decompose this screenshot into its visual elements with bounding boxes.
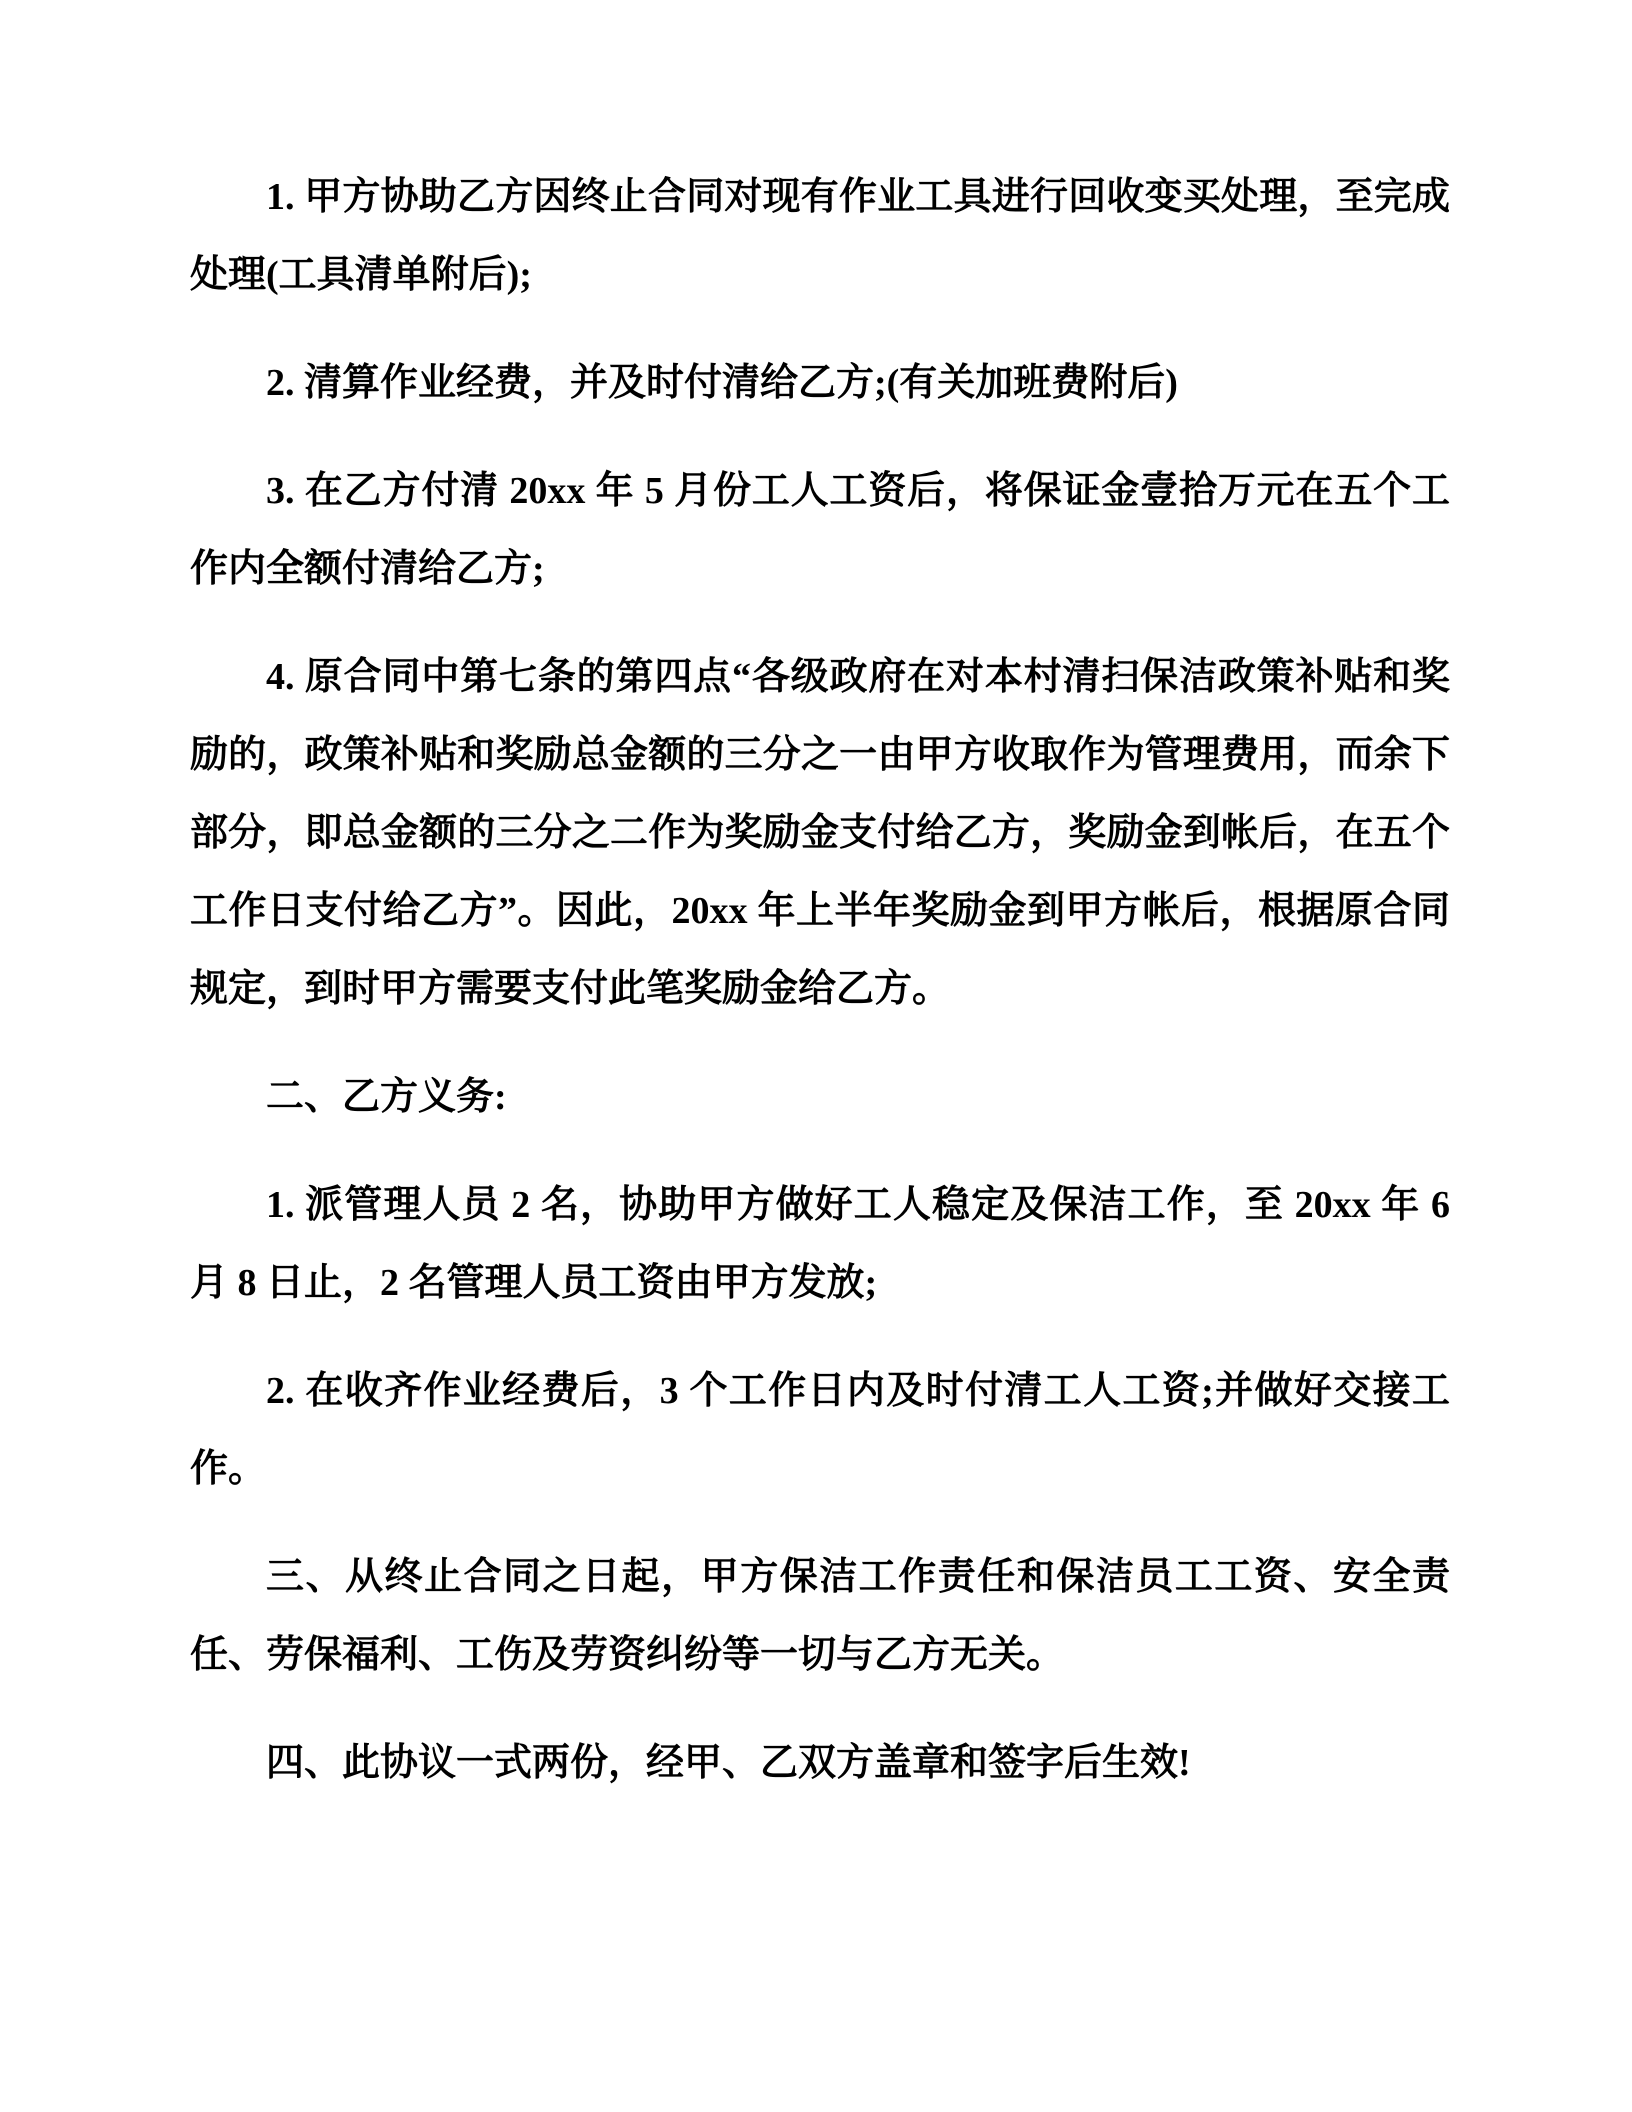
party-b-clause-2: 2. 在收齐作业经费后，3 个工作日内及时付清工人工资;并做好交接工作。 <box>190 1370 1450 1490</box>
party-b-clause-1: 1. 派管理人员 2 名，协助甲方做好工人稳定及保洁工作，至 20xx 年 6 月 8 日止，2 名管理人员工资由甲方发放; <box>190 1184 1450 1304</box>
party-a-clause-4: 4. 原合同中第七条的第四点“各级政府在对本村清扫保洁政策补贴和奖励的，政策补贴和奖励总金额的三分之一由甲方收取作为管理费用，而余下部分，即总金额的三分之二作为奖励金支付给乙方，奖励金到帐后，在五个工作日支付给乙方”。因此，20xx 年上半年奖励金到甲方帐后，根据原合同规定，到时甲方需要支付此笔奖励金给乙方。 <box>190 656 1450 1010</box>
party-a-clause-1: 1. 甲方协助乙方因终止合同对现有作业工具进行回收变买处理，至完成处理(工具清单附后); <box>190 176 1450 296</box>
party-a-clause-3: 3. 在乙方付清 20xx 年 5 月份工人工资后，将保证金壹拾万元在五个工作内全额付清给乙方; <box>190 470 1450 590</box>
section-party-b-obligations-heading: 二、乙方义务: <box>266 1076 507 1118</box>
section-four-clause: 四、此协议一式两份，经甲、乙双方盖章和签字后生效! <box>266 1742 1191 1784</box>
section-three-clause: 三、从终止合同之日起，甲方保洁工作责任和保洁员工工资、安全责任、劳保福利、工伤及劳资纠纷等一切与乙方无关。 <box>190 1556 1450 1676</box>
party-a-clause-2: 2. 清算作业经费，并及时付清给乙方;(有关加班费附后) <box>266 362 1178 404</box>
